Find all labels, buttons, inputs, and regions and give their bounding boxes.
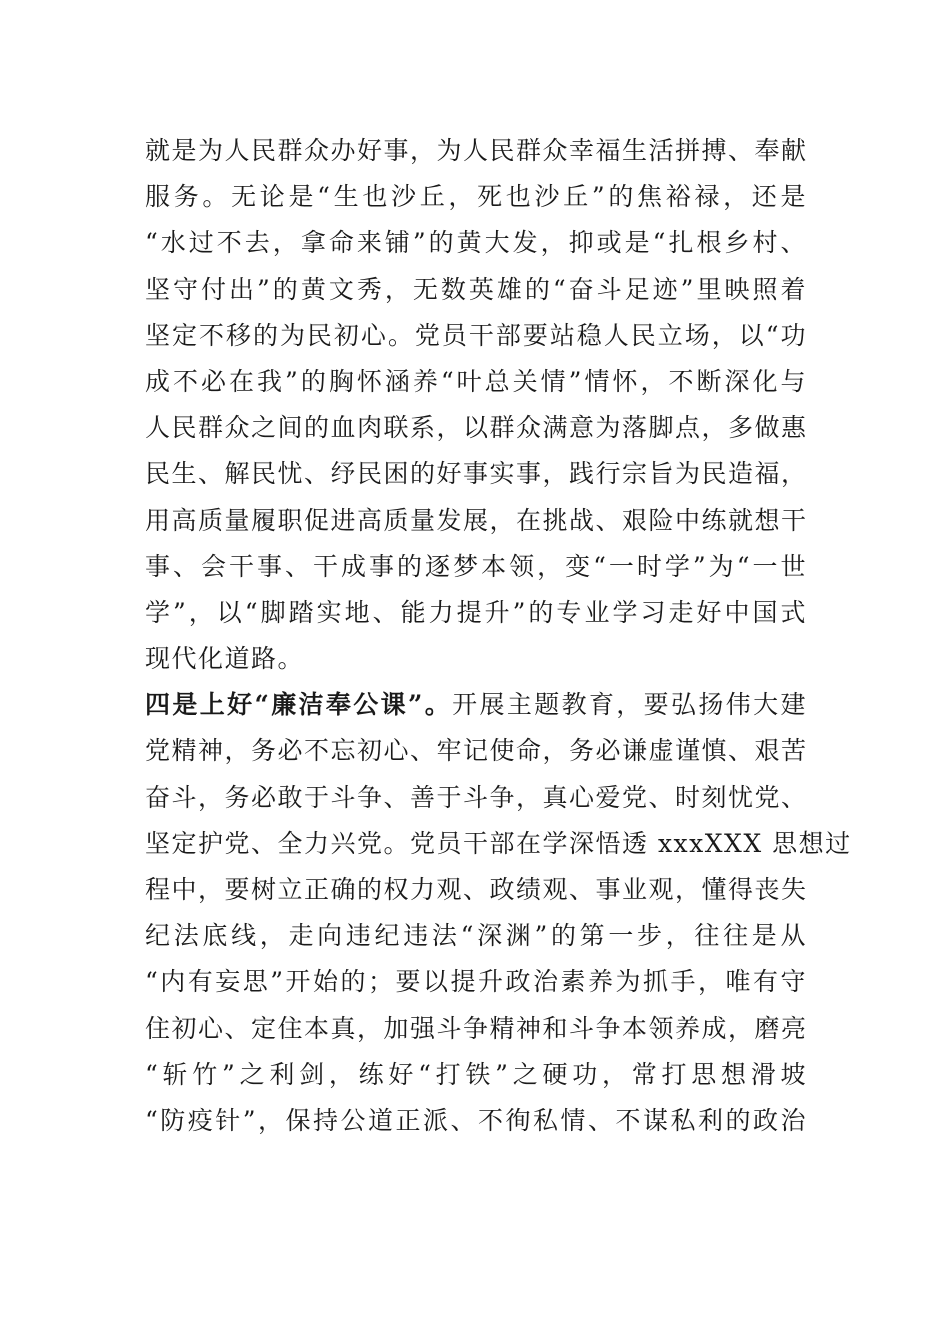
text-line: 住初心、定住本真，加强斗争精神和斗争本领养成，磨亮 [145, 1013, 808, 1043]
text-line: “内有妄思”开始的；要以提升政治素养为抓手，唯有守 [145, 967, 807, 997]
text-line: 事、会干事、干成事的逐梦本领，变“一时学”为“一世 [145, 551, 807, 581]
text-line: “水过不去，拿命来铺”的黄大发，抑或是“扎根乡村、 [145, 228, 807, 258]
text-line: 成不必在我”的胸怀涵养“叶总关情”情怀，不断深化与 [145, 366, 807, 396]
text-line: 坚定护党、全力兴党。党员干部在学深悟透 xxxXXX 思想过 [145, 828, 852, 858]
text-line: 党精神，务必不忘初心、牢记使命，务必谦虚谨慎、艰苦 [145, 736, 808, 766]
text-line: “防疫针”，保持公道正派、不徇私情、不谋私利的政治 [145, 1105, 807, 1135]
text-line: 民生、解民忧、纾民困的好事实事，践行宗旨为民造福， [145, 459, 808, 489]
text-line: 就是为人民群众办好事，为人民群众幸福生活拼搏、奉献 [145, 136, 808, 165]
text-line: 现代化道路。 [145, 644, 305, 674]
text-line: 服务。无论是“生也沙丘，死也沙丘”的焦裕禄，还是 [145, 182, 807, 212]
text-line: 纪法底线，走向违纪违法“深渊”的第一步，往往是从 [145, 921, 807, 951]
text-line: 学”，以“脚踏实地、能力提升”的专业学习走好中国式 [145, 597, 807, 627]
text-line: 人民群众之间的血肉联系，以群众满意为落脚点，多做惠 [145, 413, 808, 443]
paragraph-1 [145, 128, 807, 682]
section-heading: 四是上好“廉洁奉公课”。 [145, 690, 453, 720]
text-line: 用高质量履职促进高质量发展，在挑战、艰险中练就想干 [145, 505, 808, 535]
text-line: 程中，要树立正确的权力观、政绩观、事业观，懂得丧失 [145, 875, 808, 904]
text-line: 奋斗，务必敢于斗争、善于斗争，真心爱党、时刻忧党、 [145, 782, 808, 812]
heading-line [145, 682, 807, 728]
heading-line-rest: 开展主题教育，要弘扬伟大建 [452, 690, 807, 720]
text-line: 坚定不移的为民初心。党员干部要站稳人民立场，以“功 [145, 320, 807, 350]
text-line: “斩竹”之利剑，练好“打铁”之硬功，常打思想滑坡 [145, 1059, 807, 1089]
text-line: 坚守付出”的黄文秀，无数英雄的“奋斗足迹”里映照着 [145, 274, 807, 304]
document-body [145, 128, 852, 1144]
paragraph-2 [145, 682, 852, 1144]
